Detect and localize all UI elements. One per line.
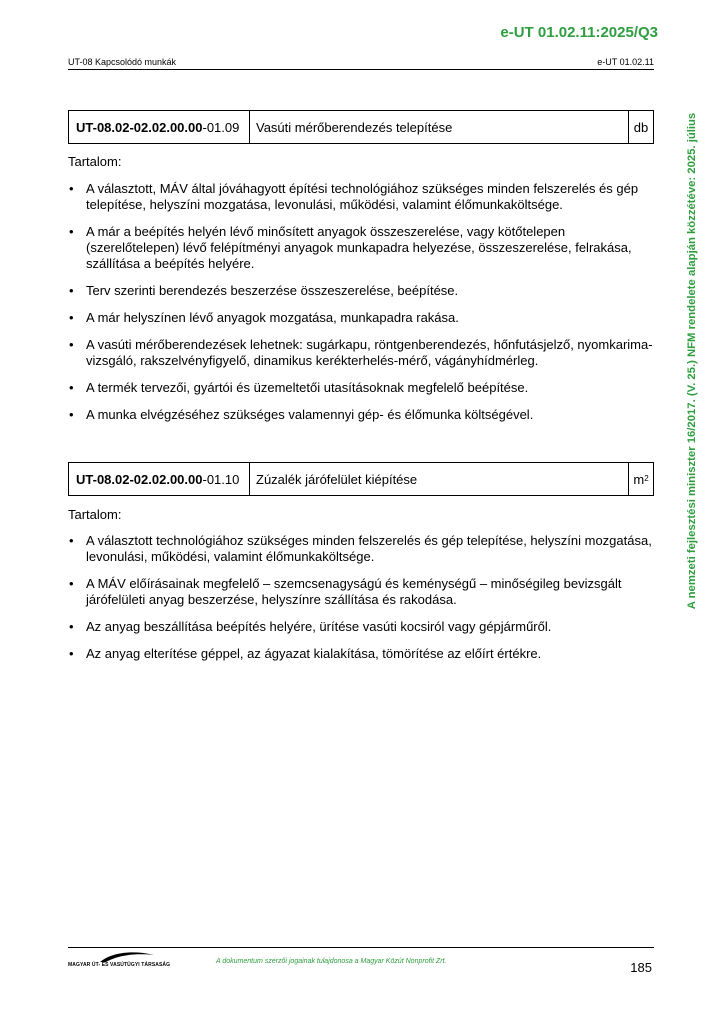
running-header-section: UT-08 Kapcsolódó munkák bbox=[68, 57, 177, 67]
item-header-table bbox=[68, 110, 654, 144]
list-item: • A vasúti mérőberendezések lehetnek: sugárkapu, röntgenberendezés, hőnfutásjelző, nyomkarima-vizsgáló, rakszelvényfigyelő, dinamikus kerékterhelés-mérő, vágányhídmérleg. bbox=[68, 337, 654, 369]
content-list bbox=[68, 181, 654, 434]
document-code: e-UT 01.02.11:2025/Q3 bbox=[500, 24, 658, 41]
list-item: • Az anyag beszállítása beépítés helyére, ürítése vasúti kocsiról vagy gépjárműről. bbox=[68, 619, 654, 635]
item-unit bbox=[629, 111, 653, 143]
item-code-suffix: -01.10 bbox=[202, 471, 240, 487]
page-number: 185 bbox=[630, 960, 652, 975]
running-header bbox=[68, 56, 654, 70]
copyright-notice: A dokumentum szerzői jogainak tulajdonosa a Magyar Közút Nonprofit Zrt. bbox=[216, 958, 447, 965]
item-code-cell bbox=[69, 463, 250, 495]
society-logo bbox=[68, 950, 171, 972]
footer-divider bbox=[68, 947, 654, 948]
unit-text: db bbox=[633, 119, 649, 135]
content-label: Tartalom: bbox=[68, 507, 122, 522]
item-title: Zúzalék járófelület kiépítése bbox=[250, 463, 629, 495]
list-item: • A már a beépítés helyén lévő minősített anyagok összeszerelése, vagy kötőtelepen (szerelőtelepen) lévő felépítményi anyagok munkapadra helyezése, összeszerelése, felrakása, szállítása a beépítés helyére. bbox=[68, 224, 654, 272]
item-header-table bbox=[68, 462, 654, 496]
list-item: • Az anyag elterítése géppel, az ágyazat kialakítása, tömörítése az előírt értékre. bbox=[68, 646, 654, 662]
side-note-text: A nemzeti fejlesztési miniszter 16/2017. (V. 25.) NFM rendelete alapján közzétéve: 2025. július bbox=[686, 112, 698, 610]
item-code-bold: UT-08.02-02.02.00.00 bbox=[76, 119, 203, 135]
list-item: • A MÁV előírásainak megfelelő – szemcsenagyságú és keménységű – minőségileg bevizsgált járófelületi anyag beszerzése, helyszínre szállítása és rakodása. bbox=[68, 576, 654, 608]
item-code-suffix: -01.09 bbox=[202, 119, 240, 135]
list-item: • A választott, MÁV által jóváhagyott építési technológiához szükséges minden felszerelés és gép telepítése, helyszíni mozgatása, levonulási, működési, valamint élőmunkaköltsége. bbox=[68, 181, 654, 213]
list-item: • A már helyszínen lévő anyagok mozgatása, munkapadra rakása. bbox=[68, 310, 654, 326]
item-code-bold: UT-08.02-02.02.00.00 bbox=[76, 471, 203, 487]
item-code-cell bbox=[69, 111, 250, 143]
logo-text: MAGYAR ÚT- ÉS VASÚTÜGYI TÁRSASÁG bbox=[68, 962, 171, 968]
list-item: • A választott technológiához szükséges minden felszerelés és gép telepítése, helyszíni mozgatása, levonulási, működési, valamint élőmunkaköltsége. bbox=[68, 533, 654, 565]
publication-side-note bbox=[683, 96, 701, 626]
list-item: • A termék tervezői, gyártói és üzemeltetői utasításoknak megfelelő beépítése. bbox=[68, 380, 654, 396]
content-label: Tartalom: bbox=[68, 154, 122, 169]
content-list bbox=[68, 533, 654, 673]
item-title: Vasúti mérőberendezés telepítése bbox=[250, 111, 629, 143]
list-item: • Terv szerinti berendezés beszerzése összeszerelése, beépítése. bbox=[68, 283, 654, 299]
unit-text: m bbox=[633, 471, 645, 487]
item-unit: m 2 bbox=[633, 471, 649, 487]
list-item: • A munka elvégzéséhez szükséges valamennyi gép- és élőmunka költségével. bbox=[68, 407, 654, 423]
running-header-code: e-UT 01.02.11 bbox=[597, 57, 654, 67]
